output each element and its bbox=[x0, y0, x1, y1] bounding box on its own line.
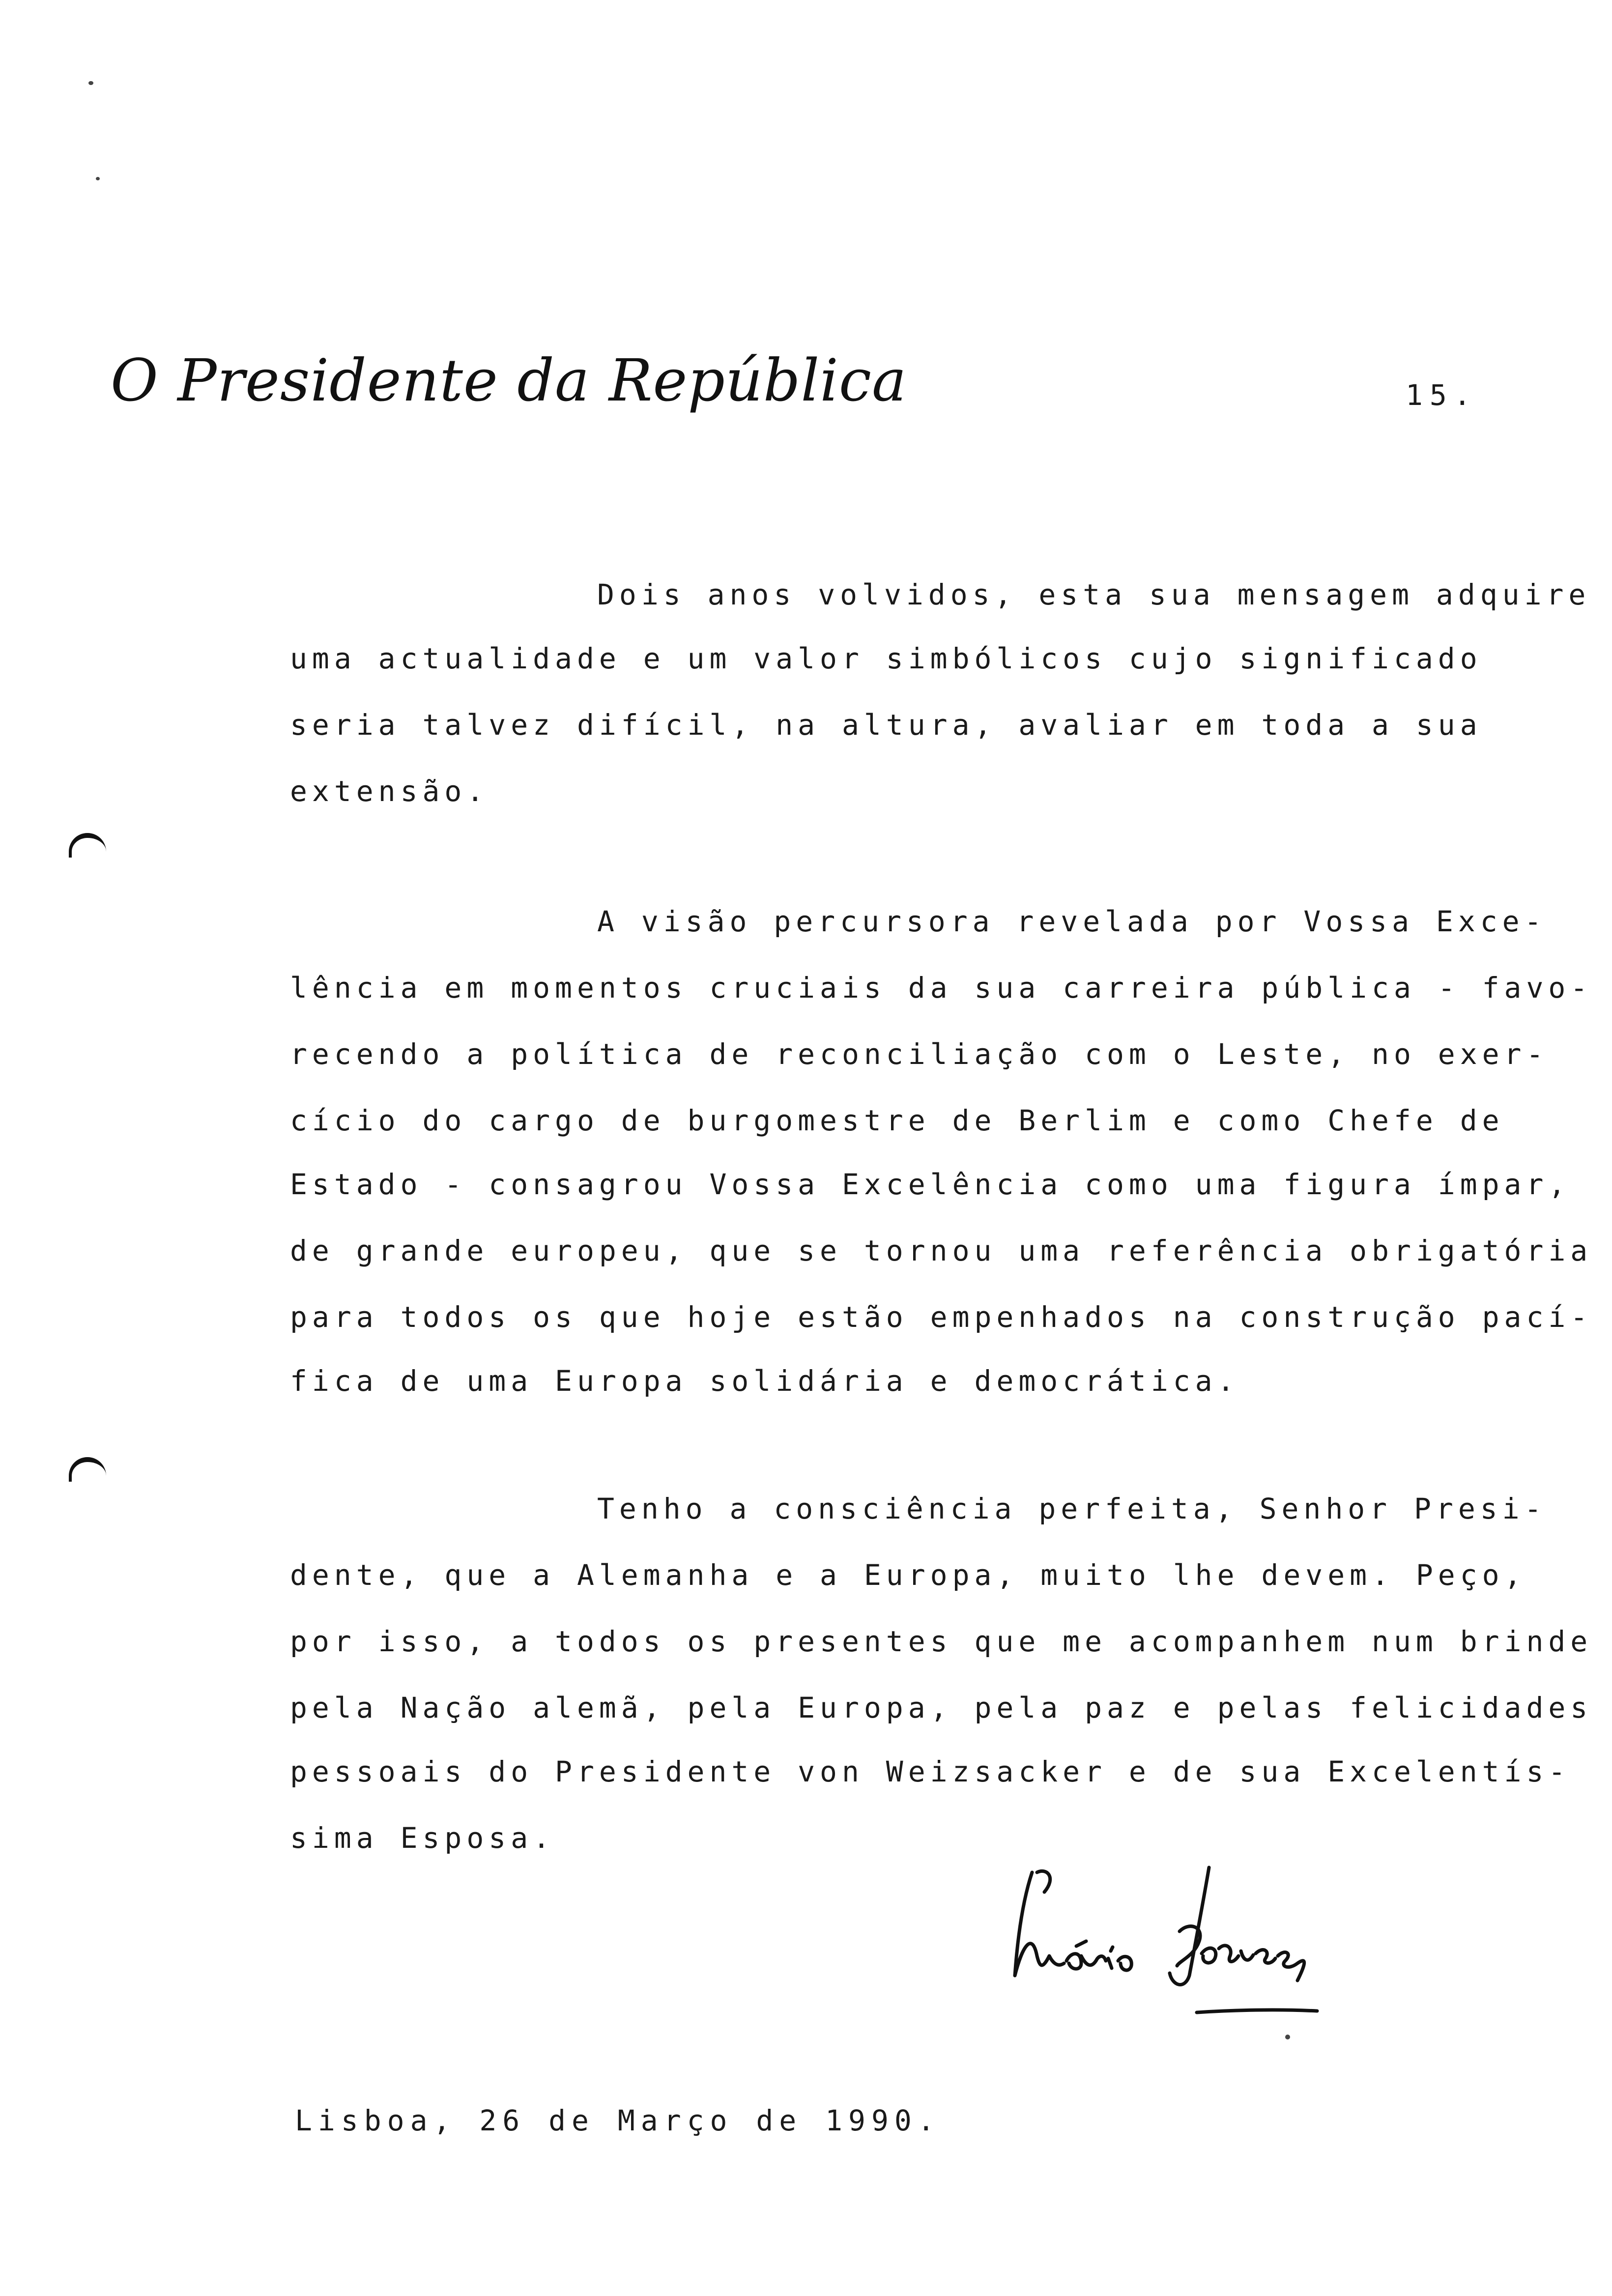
body-line: sima Esposa. bbox=[290, 1821, 555, 1855]
scan-mark bbox=[88, 81, 93, 85]
body-line: de grande europeu, que se tornou uma referência obrigatória bbox=[290, 1234, 1593, 1267]
body-line: Tenho a consciência perfeita, Senhor Presi- bbox=[597, 1492, 1547, 1525]
page-number: 15. bbox=[1406, 378, 1478, 412]
punch-hole-mark bbox=[69, 1457, 106, 1482]
body-line: extensão. bbox=[290, 775, 489, 808]
body-line: Dois anos volvidos, esta sua mensagem adquire bbox=[597, 578, 1591, 611]
body-line: uma actualidade e um valor simbólicos cujo significado bbox=[290, 642, 1482, 675]
signature-image bbox=[1003, 1863, 1337, 2049]
body-line: recendo a política de reconciliação com o Leste, no exer- bbox=[290, 1037, 1549, 1071]
body-line: Estado - consagrou Vossa Excelência como uma figura ímpar, bbox=[290, 1168, 1571, 1201]
body-line: cício do cargo de burgomestre de Berlim e como Chefe de bbox=[290, 1104, 1504, 1137]
letterhead-title: O Presidente da República bbox=[111, 346, 907, 414]
body-line: A visão percursora revelada por Vossa Exce- bbox=[597, 905, 1547, 938]
punch-hole-mark bbox=[69, 833, 106, 858]
body-line: para todos os que hoje estão empenhados na construção pací- bbox=[290, 1300, 1593, 1334]
body-line: por isso, a todos os presentes que me acompanhem num brinde bbox=[290, 1625, 1593, 1658]
body-line: fica de uma Europa solidária e democrática. bbox=[290, 1364, 1239, 1398]
scan-mark bbox=[96, 177, 100, 180]
body-line: dente, que a Alemanha e a Europa, muito lhe devem. Peço, bbox=[290, 1558, 1526, 1592]
body-line: pela Nação alemã, pela Europa, pela paz e pelas felicidades bbox=[290, 1691, 1593, 1724]
body-line: pessoais do Presidente von Weizsacker e de sua Excelentís- bbox=[290, 1755, 1571, 1788]
body-line: seria talvez difícil, na altura, avaliar em toda a sua bbox=[290, 708, 1482, 742]
date-line: Lisboa, 26 de Março de 1990. bbox=[295, 2104, 941, 2137]
body-line: lência em momentos cruciais da sua carreira pública - favo- bbox=[290, 971, 1593, 1004]
